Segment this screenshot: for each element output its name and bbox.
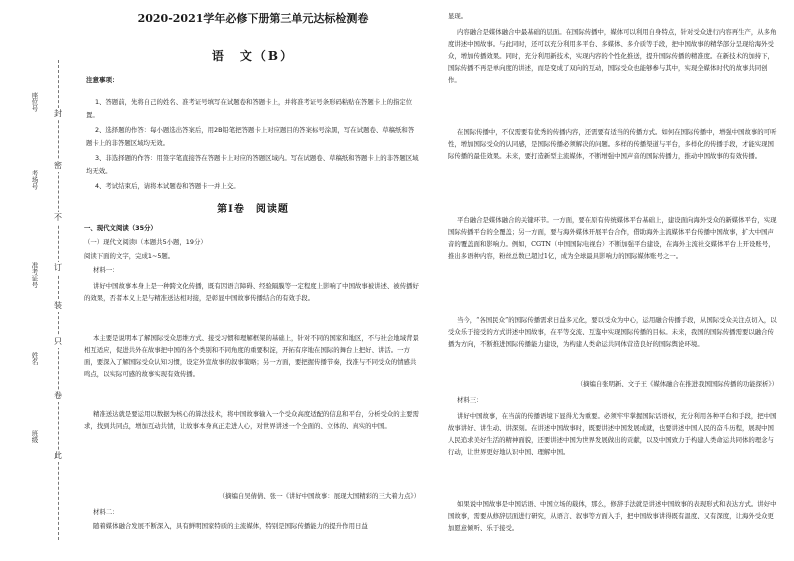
material2-source: （摘编自张明新、文子王《媒体融合在推进我国国际传播的功能探析》） (576, 380, 778, 388)
section-heading: 一、现代文阅读（35分） (84, 224, 157, 232)
material1-paragraph: 精准送达就是要运用以数据为核心的算法技术，将中国故事输入一个受众高度适配的信息和平台，分析受众的主要需求，找到共同点，增加互动共情，让故事本身真正走进人心，对世界讲述一个全面的、立体的、真实的中国。 (84, 410, 419, 430)
seal-char: 此 (54, 451, 62, 460)
material2-label: 材料二： (92, 508, 119, 516)
seal-char: 不 (54, 213, 62, 222)
subsection-heading: （一）现代文阅读Ⅰ（本题共5小题，19分） (84, 238, 207, 246)
class-field (30, 430, 40, 443)
material3-paragraph: 讲好中国故事，在当前的传播语境下显得尤为重要。必须牢牢掌握国际话语权，充分利用各种平台和手段，把中国故事讲好、讲生动、讲深刻。在讲述中国故事时，既要讲述中国发展成就，也要讲述中国人民的奋斗历程，展现中国人民追求美好生活的精神面貌，还要讲述中国为世界发展做出的贡献，以及中国致力于构建人类命运共同体的理念与行动，让世界更好地认识中国、理解中国。 (448, 412, 777, 456)
binding-sidebar (0, 0, 78, 561)
notice-heading: 注意事项： (86, 76, 119, 84)
seal-char: 卷 (54, 391, 62, 400)
admission-number-label: 准考证号 (30, 262, 39, 288)
material3-label: 材料三： (456, 396, 483, 404)
seat-number-label: 座位号 (30, 92, 39, 112)
material2-paragraph: 在国际传播中，不仅需要有优秀的传播内容，还需要有适当的传播方式。如何在国际传播中，增强中国故事的可听性，增加国际受众的认同感，是国际传播必须解决的问题。多样的传播渠道与平台，多样化的传播手段，才能实现国际传播的最佳效果。未来，要打造新型主流媒体，不断增强中国声音的国际传播力，推动中国故事的有效传播。 (448, 128, 777, 160)
material3-paragraph: 如果说中国故事是中国话语、中国立场的载体，那么，修辞手法就是讲述中国故事的表现形式和表达方式。讲好中国故事，需要从修辞层面进行研究，从语言、叙事等方面入手，把中国故事讲得既有温度、又有深度，让海外受众更加愿意倾听、乐于接受。 (448, 500, 777, 532)
material2-paragraph: 当今，“各国民众”的国际传播需求日益多元化，要以受众为中心，运用融合传播手段，从国际受众关注点切入，以受众乐于接受的方式讲述中国故事，在平等交流、互鉴中实现国际传播的目标。未来，我国的国际传播需要以融合传播为方向，不断推进国际传播能力建设，为构建人类命运共同体营造良好的国际舆论环境。 (448, 316, 777, 348)
name-label: 姓名 (30, 352, 39, 365)
material2-paragraph: 随着媒体融合发展不断深入，具有鲜明国家特质的主流媒体，特别是国际传播能力的提升作用日益 (92, 522, 368, 530)
notice-item: 2、选择题的作答：每小题选出答案后，用2B铅笔把答题卡上对应题目的答案标号涂黑，写在试题卷、草稿纸和答题卡上的非答题区域均无效。 (86, 126, 415, 147)
instruction: 阅读下面的文字，完成1~5题。 (84, 252, 175, 260)
seal-char: 密 (54, 161, 62, 170)
notice-item: 4、考试结束后，请将本试题卷和答题卡一并上交。 (94, 182, 240, 190)
exam-room-label: 考场号 (30, 170, 39, 190)
seal-char: 只 (54, 337, 62, 346)
notice-item: 1、答题前，先将自己的姓名、准考证号填写在试题卷和答题卡上，并将准考证号条形码粘贴在答题卡上的指定位置。 (86, 98, 413, 119)
seat-number-field (30, 92, 40, 112)
seal-char: 订 (54, 263, 62, 272)
notice-item: 3、非选择题的作答：用签字笔直接答在答题卡上对应的答题区域内。写在试题卷、草稿纸和答题卡上的非答题区域均无效。 (86, 154, 419, 175)
material1-paragraph: 本主要是说明本了解国际受众思维方式、接受习惯和理解框架的基础上，针对不同的国家和地区，不与社会地域背景相互适应，促进共外在故事把中国的各个类别和不同角度的重要积淀，开拓有序地在国际的舞台上把好、讲活。一方面，要深入了解国际受众认知习惯，设定外宣故事的叙事策略；另一方面，要把握传播节奏，找准与不同受众的情感共鸣点，以实际可感的故事实现有效传播。 (84, 334, 419, 378)
material2-paragraph: 平台融合是媒体融合的关键环节。一方面，要在原有传统媒体平台基础上，建设面向海外受众的新媒体平台，实现国际传播平台的全覆盖；另一方面，要与海外媒体开展平台合作，借助海外主流媒体平台传播中国故事，扩大中国声音的覆盖面和影响力。例如，CGTN（中国国际电视台）不断加强平台建设，在海外主流社交媒体平台上开设账号，推出多语种内容，粉丝总数已超过1亿，成为全球最具影响力的国际媒体账号之一。 (448, 216, 777, 260)
exam-room-field (30, 170, 40, 190)
class-label: 班级 (30, 430, 39, 443)
part-title: 第Ⅰ卷 阅读题 (217, 204, 289, 215)
seal-char: 封 (54, 109, 62, 118)
exam-subtitle: 语 文（B） (211, 49, 295, 63)
exam-title: 2020-2021学年必修下册第三单元达标检测卷 (137, 12, 369, 25)
seal-char: 装 (54, 301, 62, 310)
material1-source: （摘编自吴倩倩、张一《讲好中国故事：展现大国精彩的三大着力点》） (218, 492, 420, 500)
name-field (30, 352, 40, 365)
material1-label: 材料一： (92, 266, 119, 274)
admission-number-field (30, 262, 40, 288)
material1-paragraph: 讲好中国故事本身上是一种跨文化传播，既有因语言障碍、经验隔膜等一定程度上影响了中国故事被讲述、被传播好的效果，否者本义上是与精准送达相对接，是彰显中国故事传播结合的有效手段。 (84, 282, 419, 302)
material2-paragraph: 内容融合是媒体融合中最基础的层面。在国际传播中，媒体可以利用自身特点，针对受众进行内容再生产，从多角度讲述中国故事。与此同时，还可以充分利用多平台、多媒体、多介质等手段，把中国故事的精华部分呈现给海外受众，增加传播效果。同时，充分利用新技术，实现内容的个性化推送，提升国际传播的精准度。在新技术的加持下，国际传播不再是单向度的讲述，而是变成了双向的互动，国际受众也能够参与其中，实现全媒体时代的故事共同创作。 (448, 28, 777, 84)
continued-line: 显现。 (448, 12, 468, 20)
